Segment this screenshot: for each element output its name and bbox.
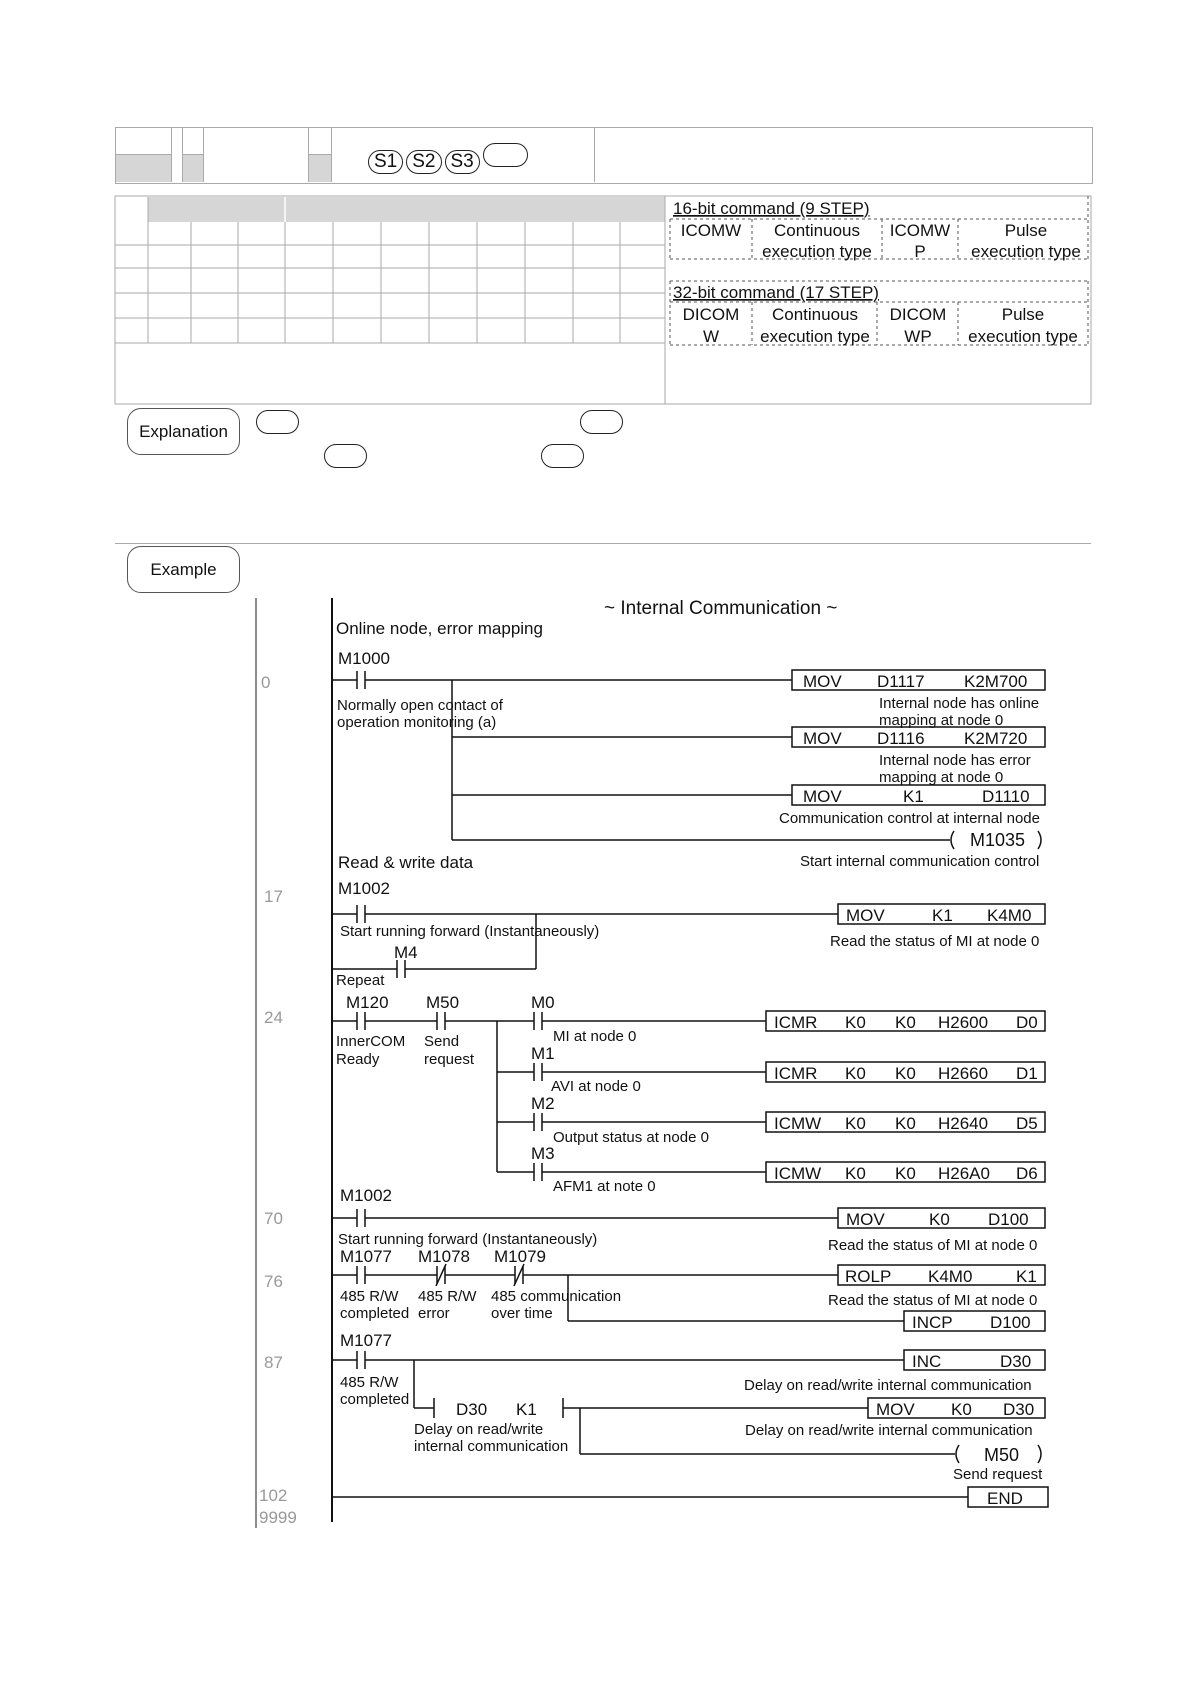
cmd32-title: 32-bit command (17 STEP): [673, 283, 879, 302]
instruction-operand: D100: [990, 1313, 1031, 1332]
contact-comment: Normally open contact of: [337, 697, 503, 714]
instruction-mnemonic: MOV: [803, 729, 842, 748]
compare-comment: internal communication: [414, 1438, 569, 1455]
instruction-operand: D1: [1016, 1064, 1038, 1083]
step-number: 24: [264, 1008, 283, 1027]
instruction-mnemonic: ICMR: [774, 1013, 818, 1032]
contact-label: M1002: [340, 1186, 392, 1205]
contact-comment: request: [424, 1051, 475, 1068]
instruction-mnemonic: INC: [912, 1352, 942, 1371]
operand-s1: S1: [368, 150, 403, 174]
instruction-mnemonic: ROLP: [845, 1267, 892, 1286]
instruction-comment: mapping at node 0: [879, 769, 1004, 786]
contact-label: M120: [346, 993, 389, 1012]
instruction-operand: K1: [1016, 1267, 1037, 1286]
instruction-operand: H2640: [938, 1114, 989, 1133]
contact-label: M4: [394, 943, 418, 962]
coil-label: M50: [984, 1445, 1020, 1465]
contact-comment: InnerCOM: [336, 1033, 406, 1050]
contact-comment: Start running forward (Instantaneously): [338, 1231, 598, 1248]
step-number: 76: [264, 1272, 283, 1291]
instruction-operand: K0: [845, 1013, 866, 1032]
contact-label: M1078: [418, 1247, 470, 1266]
contact-comment: over time: [491, 1305, 553, 1322]
instruction-operand: K1: [903, 787, 924, 806]
contact-comment: Send: [424, 1033, 460, 1050]
contact-label: M1002: [338, 879, 390, 898]
instruction-operand: D5: [1016, 1114, 1038, 1133]
instruction-comment: Delay on read/write internal communication: [744, 1377, 1032, 1394]
contact-comment: operation monitoring (a): [337, 714, 497, 731]
instruction-operand: K0: [895, 1064, 916, 1083]
instruction-operand: K0: [951, 1400, 972, 1419]
contact-label: M1077: [340, 1247, 392, 1266]
cmd16-cont-type-2: execution type: [762, 242, 872, 261]
contact-comment: Start running forward (Instantaneously): [340, 923, 600, 940]
compare-operand: K1: [516, 1400, 537, 1419]
contact-comment: error: [418, 1305, 450, 1322]
instruction-comment: Internal node has error: [879, 752, 1031, 769]
coil-comment: Send request: [953, 1466, 1043, 1483]
instruction-operand: D30: [1000, 1352, 1032, 1371]
instruction-operand: D1110: [982, 787, 1030, 806]
cmd32-pulse-mnemonic-2: WP: [904, 327, 932, 346]
cmd32-cont-mnemonic-2: W: [702, 327, 720, 346]
operand-s3: S3: [445, 150, 480, 174]
contact-comment: 485 R/W: [340, 1288, 399, 1305]
compare-comment: Delay on read/write: [414, 1421, 544, 1438]
contact-label: M50: [426, 993, 460, 1012]
instruction-operand: K4M0: [987, 906, 1032, 925]
cmd16-pulse-mnemonic-1: ICOMW: [889, 221, 951, 240]
example-label: Example: [127, 546, 240, 593]
instruction-operand: D1117: [877, 672, 925, 691]
instruction-comment: Read the status of MI at node 0: [828, 1237, 1038, 1254]
cmd32-cont-type-2: execution type: [760, 327, 870, 346]
contact-comment: completed: [340, 1391, 410, 1408]
ladder-title: ~ Internal Communication ~: [604, 598, 838, 619]
explanation-label: Explanation: [127, 408, 240, 455]
step-number: 102: [259, 1486, 288, 1505]
contact-label: M1079: [494, 1247, 546, 1266]
end-instruction: END: [987, 1489, 1023, 1508]
contact-comment: 485 R/W: [340, 1374, 399, 1391]
instruction-operand: K0: [929, 1210, 950, 1229]
step-number: 87: [264, 1353, 283, 1372]
contact-label: M1: [531, 1044, 555, 1063]
cmd32-pulse-mnemonic-1: DICOM: [889, 305, 947, 324]
operand-s2: S2: [406, 150, 441, 174]
instruction-operand: K0: [845, 1064, 866, 1083]
coil-label: M1035: [970, 830, 1026, 850]
instruction-comment: Communication control at internal node: [779, 810, 1040, 827]
instruction-mnemonic: ICMW: [774, 1164, 822, 1183]
compare-operand: D30: [456, 1400, 488, 1419]
step-number: 17: [264, 887, 283, 906]
section-online-mapping: Online node, error mapping: [336, 619, 543, 638]
instruction-operand: K0: [845, 1164, 866, 1183]
instruction-operand: H2660: [938, 1064, 989, 1083]
instruction-operand: D100: [988, 1210, 1029, 1229]
instruction-operand: D6: [1016, 1164, 1038, 1183]
instruction-operand: K0: [845, 1114, 866, 1133]
instruction-comment: Read the status of MI at node 0: [828, 1292, 1038, 1309]
instruction-operand: K4M0: [928, 1267, 973, 1286]
contact-comment: Ready: [336, 1051, 380, 1068]
cmd16-pulse-mnemonic-2: P: [914, 242, 926, 261]
cmd16-cont-type-1: Continuous: [773, 221, 861, 240]
cmd16-pulse-type-1: Pulse: [1004, 221, 1048, 240]
instruction-comment: Delay on read/write internal communication: [745, 1422, 1033, 1439]
instruction-mnemonic: MOV: [803, 787, 842, 806]
instruction-mnemonic: ICMR: [774, 1064, 818, 1083]
step-number: 0: [261, 673, 271, 692]
contact-label: M1077: [340, 1331, 392, 1350]
instruction-comment: Read the status of MI at node 0: [830, 933, 1040, 950]
instruction-operand: K0: [895, 1164, 916, 1183]
step-number: 9999: [259, 1508, 297, 1527]
instruction-mnemonic: ICMW: [774, 1114, 822, 1133]
contact-comment: Output status at node 0: [553, 1129, 709, 1146]
instruction-mnemonic: MOV: [846, 1210, 885, 1229]
instruction-comment: mapping at node 0: [879, 712, 1004, 729]
contact-label: M1000: [338, 649, 390, 668]
instruction-operand: D30: [1003, 1400, 1035, 1419]
cmd32-pulse-type-1: Pulse: [1001, 305, 1045, 324]
cmd32-cont-type-1: Continuous: [771, 305, 859, 324]
instruction-operand: K2M720: [964, 729, 1028, 748]
cmd16-title: 16-bit command (9 STEP): [673, 199, 870, 218]
section-read-write: Read & write data: [338, 853, 474, 872]
coil-comment: Start internal communication control: [800, 853, 1040, 870]
instruction-operand: K0: [895, 1114, 916, 1133]
instruction-operand: H26A0: [938, 1164, 990, 1183]
instruction-operand: D1116: [877, 729, 925, 748]
instruction-mnemonic: MOV: [803, 672, 842, 691]
contact-label: M3: [531, 1144, 555, 1163]
instruction-mnemonic: INCP: [912, 1313, 953, 1332]
contact-label: M0: [531, 993, 555, 1012]
instruction-operand: K2M700: [964, 672, 1028, 691]
cmd32-pulse-type-2: execution type: [968, 327, 1078, 346]
contact-label: M2: [531, 1094, 555, 1113]
contact-comment: MI at node 0: [553, 1028, 637, 1045]
contact-comment: completed: [340, 1305, 410, 1322]
instruction-mnemonic: MOV: [846, 906, 885, 925]
contact-comment: Repeat: [336, 972, 385, 989]
instruction-operand: H2600: [938, 1013, 989, 1032]
instruction-mnemonic: MOV: [876, 1400, 915, 1419]
cmd16-cont-mnemonic: ICOMW: [680, 221, 742, 240]
contact-comment: AVI at node 0: [551, 1078, 641, 1095]
contact-comment: AFM1 at note 0: [553, 1178, 656, 1195]
instruction-operand: K1: [932, 906, 953, 925]
contact-comment: 485 communication: [491, 1288, 622, 1305]
cmd16-pulse-type-2: execution type: [971, 242, 1081, 261]
step-number: 70: [264, 1209, 283, 1228]
instruction-operand: D0: [1016, 1013, 1038, 1032]
cmd32-cont-mnemonic-1: DICOM: [682, 305, 740, 324]
instruction-operand: K0: [895, 1013, 916, 1032]
instruction-comment: Internal node has online: [879, 695, 1040, 712]
contact-comment: 485 R/W: [418, 1288, 477, 1305]
